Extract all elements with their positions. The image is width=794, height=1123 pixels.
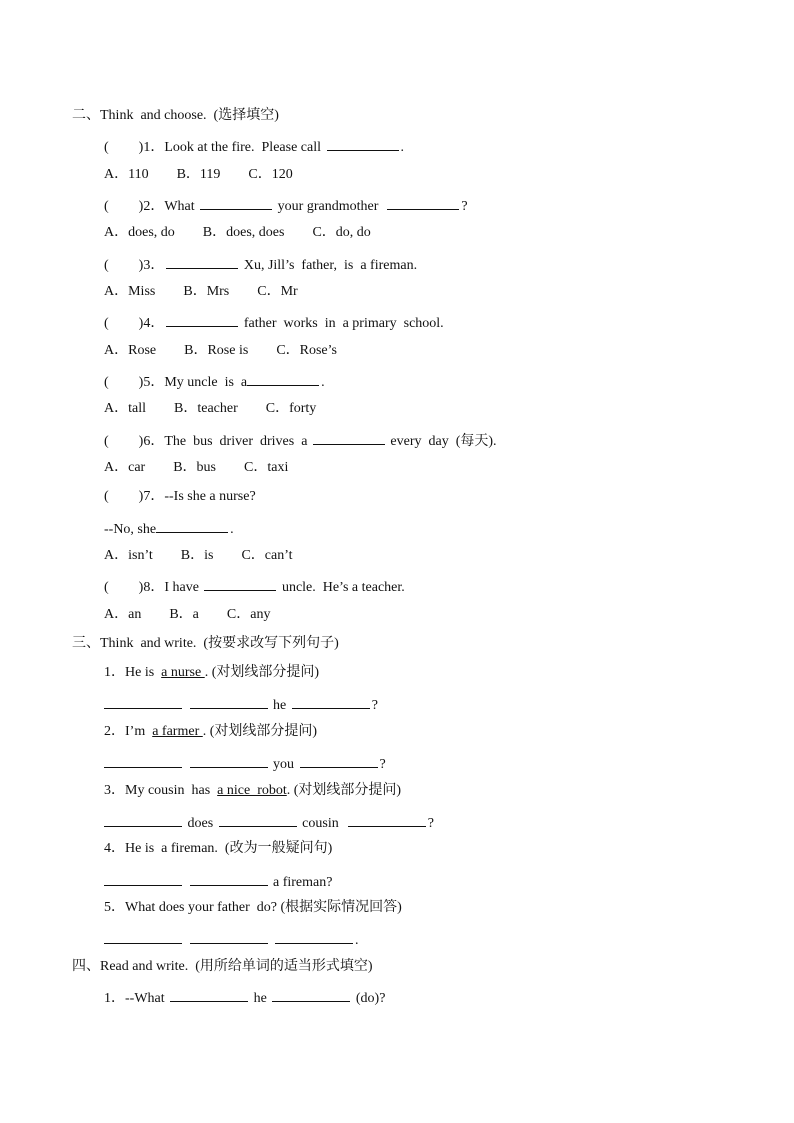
option-a: A．Miss bbox=[104, 284, 156, 299]
underlined-phrase: a nurse bbox=[161, 665, 205, 680]
question-tail: . bbox=[321, 375, 325, 390]
rewrite-item-1 bbox=[104, 664, 319, 682]
question-tail: . bbox=[400, 140, 404, 155]
section-3-title: 三、Think and write. (按要求改写下列句子) bbox=[72, 636, 339, 651]
option-c: C．forty bbox=[265, 401, 317, 416]
answer-blank[interactable] bbox=[190, 871, 268, 886]
item-text: 4．He is a fireman. (改为一般疑问句) bbox=[104, 841, 333, 856]
answer-blank[interactable] bbox=[292, 694, 370, 709]
question-text: )7．--Is she a nurse? bbox=[138, 489, 256, 504]
answer-tail: ? bbox=[379, 757, 386, 772]
question-1-options bbox=[104, 166, 293, 184]
option-a: A．110 bbox=[104, 167, 149, 182]
rewrite-item-4 bbox=[104, 840, 332, 858]
answer-blank[interactable] bbox=[166, 312, 238, 327]
section-4-title: 四、Read and write. (用所给单词的适当形式填空) bbox=[72, 959, 373, 974]
option-b: B．a bbox=[169, 607, 199, 622]
question-tail: uncle. He’s a teacher. bbox=[278, 580, 405, 595]
answer-text: he bbox=[269, 698, 290, 713]
answer-blank[interactable] bbox=[190, 929, 268, 944]
option-a: A．car bbox=[104, 460, 146, 475]
answer-blank[interactable] bbox=[190, 694, 268, 709]
answer-blank[interactable] bbox=[170, 987, 248, 1002]
option-c: C．Rose’s bbox=[276, 343, 337, 358]
paren-open: ( bbox=[104, 489, 109, 504]
question-text: )5．My uncle is a bbox=[138, 375, 248, 390]
question-tail: Xu, Jill’s father, is a fireman. bbox=[240, 258, 418, 273]
rewrite-item-5-answer bbox=[104, 929, 359, 950]
item-text: 3．My cousin has bbox=[104, 783, 218, 798]
answer-blank[interactable] bbox=[104, 753, 182, 768]
fill-item-1 bbox=[104, 987, 385, 1008]
rewrite-item-2-answer bbox=[104, 753, 386, 774]
option-c: C．do, do bbox=[312, 225, 371, 240]
question-7-options bbox=[104, 547, 293, 565]
question-5-options bbox=[104, 400, 316, 418]
paren-open: ( bbox=[104, 258, 109, 273]
question-3-options bbox=[104, 283, 298, 301]
item-text: 1．He is bbox=[104, 665, 162, 680]
item-text-mid: he bbox=[250, 991, 271, 1006]
item-tail: (do)? bbox=[352, 991, 386, 1006]
answer-blank[interactable] bbox=[190, 753, 268, 768]
answer-blank[interactable] bbox=[327, 136, 399, 151]
rewrite-item-2 bbox=[104, 723, 317, 741]
option-b: B．does, does bbox=[202, 225, 285, 240]
option-c: C．taxi bbox=[244, 460, 289, 475]
question-text: )3． bbox=[138, 258, 165, 273]
answer-blank[interactable] bbox=[204, 576, 276, 591]
answer-blank[interactable] bbox=[156, 518, 228, 533]
answer-blank[interactable] bbox=[300, 753, 378, 768]
answer-blank[interactable] bbox=[348, 812, 426, 827]
option-b: B．119 bbox=[176, 167, 221, 182]
item-text: 1．--What bbox=[104, 991, 169, 1006]
paren-open: ( bbox=[104, 580, 109, 595]
question-3 bbox=[104, 254, 417, 275]
option-b: B．Rose is bbox=[184, 343, 249, 358]
option-a: A．Rose bbox=[104, 343, 157, 358]
question-8-options bbox=[104, 606, 270, 624]
rewrite-item-3-answer bbox=[104, 812, 434, 833]
question-4-options bbox=[104, 342, 337, 360]
answer-blank[interactable] bbox=[219, 812, 297, 827]
underlined-phrase: a nice robot bbox=[217, 783, 287, 798]
paren-open: ( bbox=[104, 316, 109, 331]
option-b: B．teacher bbox=[174, 401, 238, 416]
rewrite-item-1-answer bbox=[104, 694, 378, 715]
option-a: A．tall bbox=[104, 401, 146, 416]
option-a: A．isn’t bbox=[104, 548, 153, 563]
answer-tail: . bbox=[230, 522, 234, 537]
item-instruction: . (对划线部分提问) bbox=[204, 665, 320, 680]
paren-open: ( bbox=[104, 140, 109, 155]
question-text: )2．What bbox=[138, 199, 199, 214]
question-8 bbox=[104, 576, 405, 597]
option-a: A．an bbox=[104, 607, 142, 622]
answer-tail: . bbox=[355, 933, 359, 948]
option-c: C．any bbox=[226, 607, 271, 622]
option-b: B．bus bbox=[173, 460, 216, 475]
question-4 bbox=[104, 312, 444, 333]
question-1 bbox=[104, 136, 404, 157]
rewrite-item-5 bbox=[104, 899, 402, 917]
answer-blank[interactable] bbox=[275, 929, 353, 944]
question-7 bbox=[104, 488, 256, 506]
question-2-options bbox=[104, 224, 371, 242]
answer-blank[interactable] bbox=[104, 812, 182, 827]
question-5 bbox=[104, 371, 325, 392]
question-tail: every day (每天). bbox=[386, 434, 497, 449]
answer-tail: ? bbox=[371, 698, 378, 713]
paren-open: ( bbox=[104, 434, 109, 449]
answer-blank[interactable] bbox=[247, 371, 319, 386]
answer-blank[interactable] bbox=[104, 871, 182, 886]
underlined-phrase: a farmer bbox=[152, 724, 203, 739]
item-text: 5．What does your father do? (根据实际情况回答) bbox=[104, 900, 402, 915]
answer-blank[interactable] bbox=[387, 195, 459, 210]
answer-tail: ? bbox=[427, 816, 434, 831]
answer-blank[interactable] bbox=[313, 430, 385, 445]
paren-open: ( bbox=[104, 199, 109, 214]
answer-blank[interactable] bbox=[104, 694, 182, 709]
answer-blank[interactable] bbox=[166, 254, 238, 269]
question-tail: father works in a primary school. bbox=[240, 316, 444, 331]
answer-text: does bbox=[184, 816, 217, 831]
paren-open: ( bbox=[104, 375, 109, 390]
answer-text: cousin bbox=[298, 816, 346, 831]
question-7-answer bbox=[104, 518, 234, 539]
answer-text: you bbox=[269, 757, 298, 772]
question-2 bbox=[104, 195, 468, 216]
answer-blank[interactable] bbox=[272, 987, 350, 1002]
question-text: )1．Look at the fire. Please call bbox=[138, 140, 325, 155]
question-text: )8．I have bbox=[138, 580, 203, 595]
option-c: C．can’t bbox=[241, 548, 293, 563]
question-text: )6．The bus driver drives a bbox=[138, 434, 311, 449]
answer-blank[interactable] bbox=[200, 195, 272, 210]
answer-text: a fireman? bbox=[269, 875, 333, 890]
section-2-title: 二、Think and choose. (选择填空) bbox=[72, 108, 279, 123]
item-instruction: . (对划线部分提问) bbox=[286, 783, 402, 798]
item-instruction: . (对划线部分提问) bbox=[202, 724, 318, 739]
question-6 bbox=[104, 430, 497, 451]
answer-blank[interactable] bbox=[104, 929, 182, 944]
question-tail: ? bbox=[461, 199, 468, 214]
option-b: B．is bbox=[180, 548, 214, 563]
option-c: C．Mr bbox=[257, 284, 298, 299]
option-a: A．does, do bbox=[104, 225, 175, 240]
rewrite-item-4-answer bbox=[104, 871, 332, 892]
rewrite-item-3 bbox=[104, 782, 401, 800]
question-text-mid: your grandmother bbox=[274, 199, 386, 214]
question-6-options bbox=[104, 459, 288, 477]
answer-prefix: --No, she bbox=[104, 522, 157, 537]
item-text: 2．I’m bbox=[104, 724, 153, 739]
option-b: B．Mrs bbox=[183, 284, 230, 299]
question-text: )4． bbox=[138, 316, 165, 331]
option-c: C．120 bbox=[248, 167, 293, 182]
